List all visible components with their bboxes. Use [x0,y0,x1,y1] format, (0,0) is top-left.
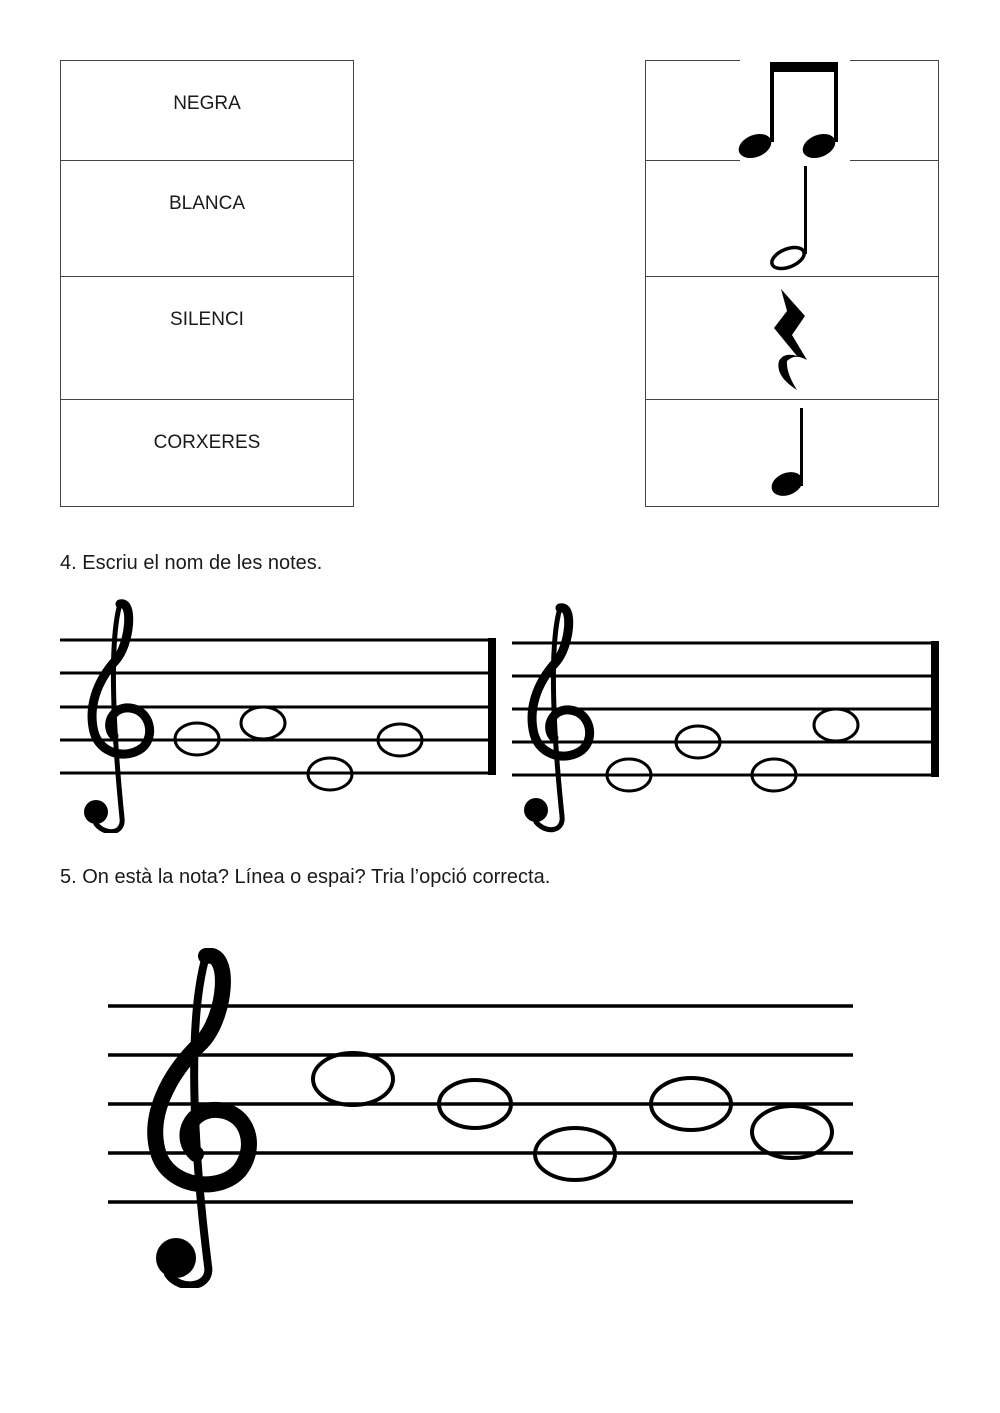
staff-exercise-4-left [60,598,500,833]
symbol-cell[interactable] [646,61,939,161]
note-name-cell[interactable] [61,161,354,277]
exercise-5-title: 5. On està la nota? Línea o espai? Tria l’opció correcta. [60,866,551,888]
note-name-silenci: SILENCI [170,309,244,330]
symbol-cell[interactable] [646,161,939,277]
staff-exercise-4-right [512,602,942,837]
note-name-blanca: BLANCA [168,193,246,214]
note-name-negra: NEGRA [173,93,241,114]
note-name-cell[interactable] [61,61,354,161]
whole-note[interactable] [313,1053,393,1105]
final-barline [931,641,939,777]
staff-exercise-5 [108,948,858,1288]
note-name-cell[interactable] [61,277,354,400]
symbol-cell[interactable] [646,400,939,507]
note-names-table [60,60,354,507]
exercise-4-title: 4. Escriu el nom de les notes. [60,552,323,574]
treble-clef-icon [524,608,590,830]
note-symbols-table [645,60,939,507]
note-name-cell[interactable] [61,400,354,507]
final-barline [488,638,496,775]
whole-note[interactable] [752,1106,832,1158]
treble-clef-icon [84,604,150,832]
symbol-cell[interactable] [646,277,939,400]
whole-note[interactable] [814,709,858,741]
whole-note[interactable] [241,707,285,739]
note-name-corxeres: CORXERES [153,432,261,453]
